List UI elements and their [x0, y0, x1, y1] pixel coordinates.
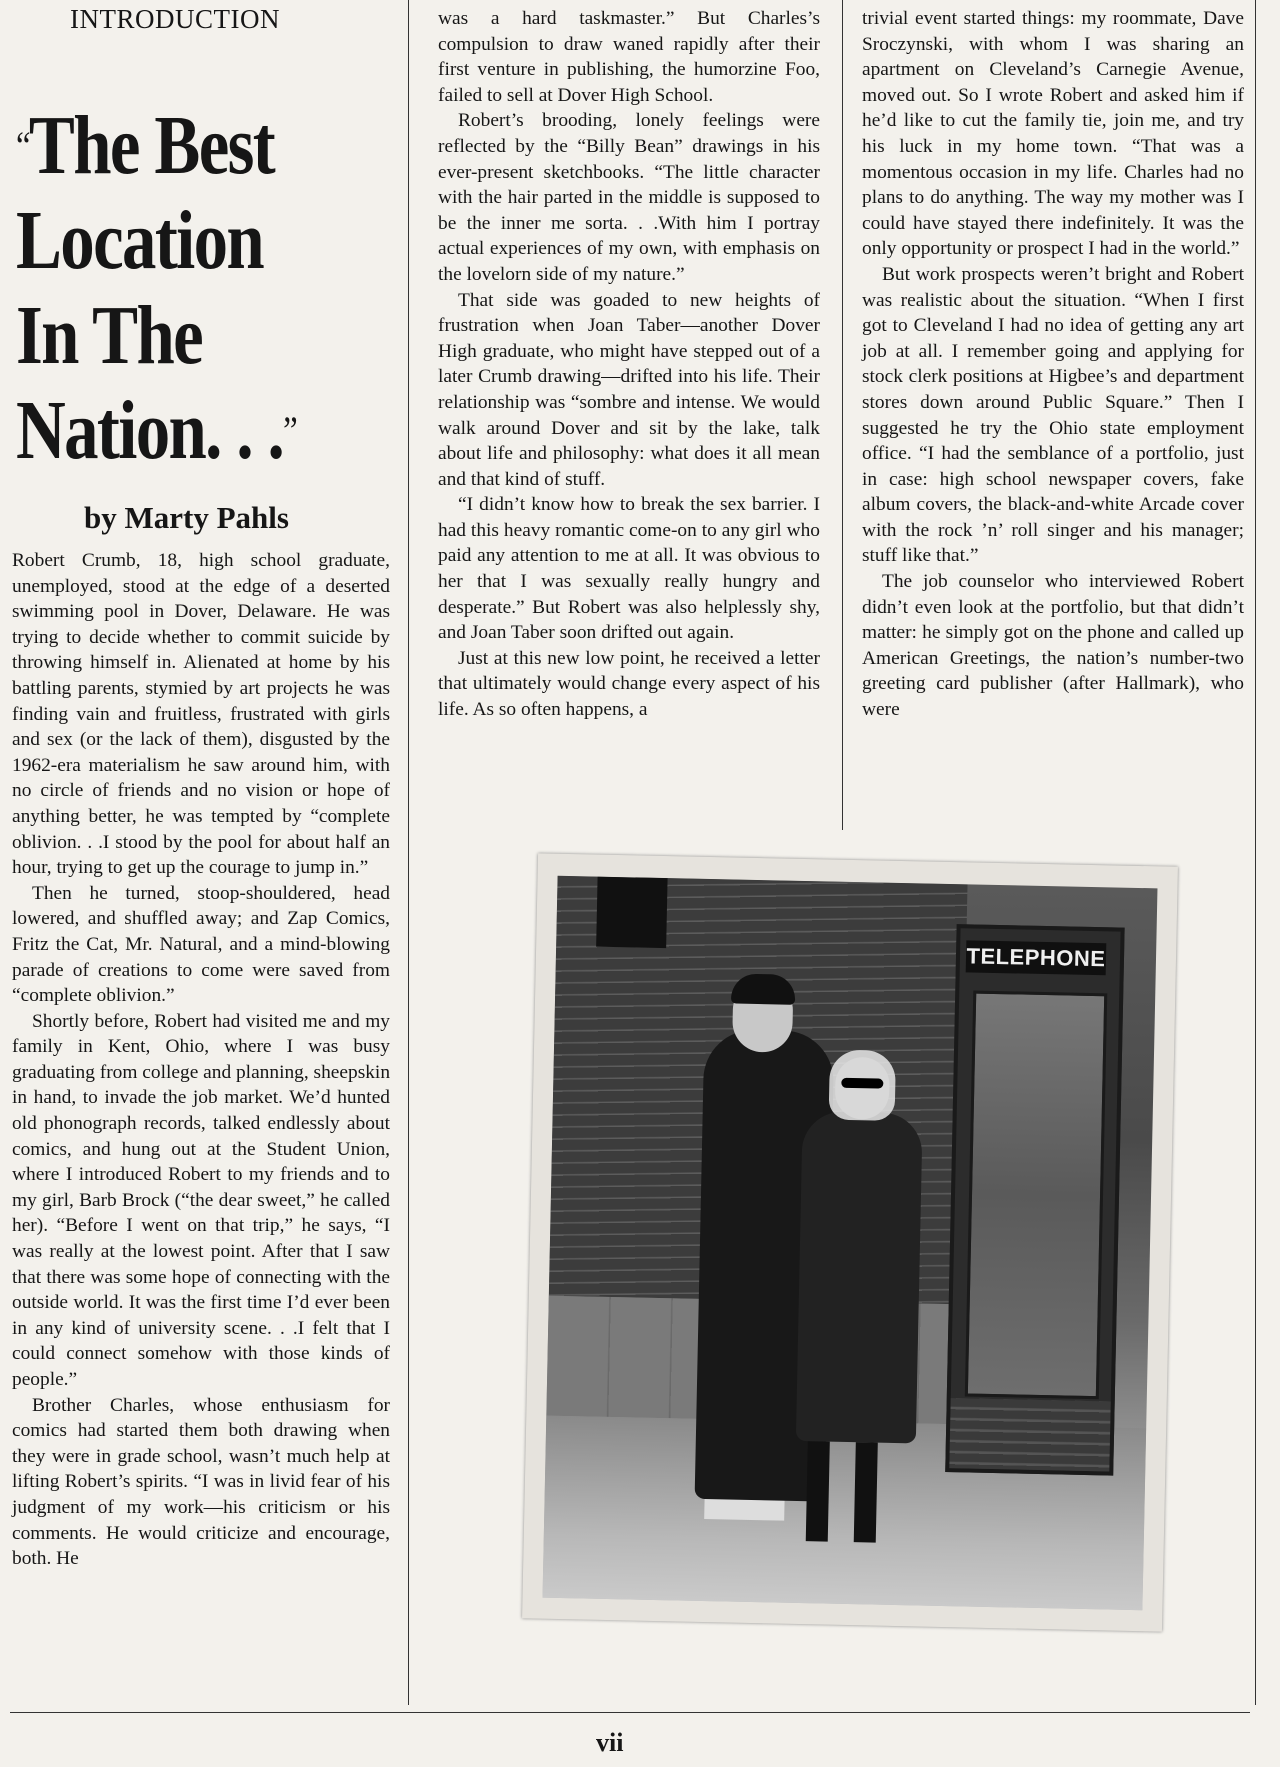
- paragraph: Brother Charles, whose enthusiasm for comics had started them both drawing when they were in grade school, wasn’t much help at lifting Robert’s spirits. “I was in livid fear of his judgment of my work—his criticism or his comments. He would criticize and encourage, both. He: [12, 1394, 390, 1570]
- booth-window: [965, 991, 1107, 1400]
- paragraph: Just at this new low point, he received a letter that ultimately would change every aspect of his life. As so often happens, a: [438, 647, 820, 721]
- page-number: vii: [596, 1728, 624, 1757]
- paragraph: was a hard taskmaster.” But Charles’s compulsion to draw waned rapidly after their first venture in publishing, the humorzine Foo, failed to sell at Dover High School.: [438, 8, 820, 106]
- headline-line: In The: [16, 289, 203, 382]
- paragraph: “I didn’t know how to break the sex barrier. I had this heavy romantic come-on to any girl who paid any attention to me at all. It was obvious to her that I was sexually really hungry and desperate.” But Robert was also helplessly shy, and Joan Taber soon drifted out again.: [438, 494, 820, 644]
- section-heading: INTRODUCTION: [70, 4, 280, 34]
- photo-image: [542, 876, 1157, 1610]
- photograph-print: [522, 853, 1178, 1631]
- paragraph: trivial event started things: my roommate, Dave Sroczynski, with whom I was sharing an apartment on Cleveland’s Carnegie Avenue, moved out. So I wrote Robert and asked him if he’d like to cut the family tie, join me, and try his luck in my home town. “That was a momentous occasion in my life. Charles had no plans to do anything. The way my mother was I could have stayed there indefinitely. It was the only opportunity or prospect I had in the world.”: [862, 8, 1244, 260]
- open-quote: “: [16, 123, 29, 168]
- paragraph: Robert Crumb, 18, high school graduate, unemployed, stood at the edge of a deserted swimming pool in Dover, Delaware. He was trying to decide whether to commit suicide by throwing himself in. Alienated at home by his battling parents, stymied by art projects he was finding vain and fruitless, frustrated with girls and sex (or the lack of them), disgusted by the 1962-era materialism he saw around him, with no circle of friends and no vision or hope of anything better, he was tempted by “complete oblivion. . .I stood by the pool for about half an hour, trying to get up the courage to jump in.”: [12, 550, 390, 879]
- column-divider: [842, 0, 843, 830]
- article-headline: [16, 98, 336, 478]
- paragraph: Shortly before, Robert had visited me and my family in Kent, Ohio, where I was busy graduating from college and planning, sheepskin in hand, to invade the job market. We’d hunted old phonograph records, talked endlessly about comics, and hung out at the Student Union, where I introduced Robert to my friends and to my girl, Barb Brock (“the dear sweet,” he called her). “Before I went on that trip,” he says, “I was really at the lowest point. After that I saw that there was some hope of connecting with the outside world. It was the first time I’d ever been in any kind of university scene. . .I felt that I could connect somehow with those kinds of people.”: [12, 1010, 391, 1390]
- headline-line: Nation. . .: [16, 384, 284, 477]
- close-quote: ”: [283, 408, 297, 453]
- footer-rule: [10, 1712, 1250, 1713]
- dark-window: [596, 877, 667, 948]
- column-divider: [408, 0, 409, 1705]
- woman-leg: [854, 1442, 878, 1542]
- paragraph: But work prospects weren’t bright and Robert was realistic about the situation. “When I first got to Cleveland I had no idea of getting any art job at all. I remember going and applying for stock clerk positions at Higbee’s and department stores down around Public Square.” Then I suggested he try the Ohio state employment office. “I had the semblance of a portfolio, just in case: high school newspaper covers, fake album covers, the black-and-white Arcade cover with the rock ’n’ roll singer and his manager; stuff like that.”: [862, 263, 1244, 567]
- telephone-booth: [945, 924, 1124, 1475]
- headline-line: Location: [16, 194, 264, 287]
- paragraph: The job counselor who interviewed Robert didn’t even look at the portfolio, but that didn’t matter: he simply got on the phone and called up American Greetings, the nation’s number-two greeting card publisher (after Hallmark), who were: [862, 571, 1244, 721]
- headline-line: The Best: [28, 99, 275, 192]
- sunglasses: [841, 1078, 883, 1089]
- paragraph: Robert’s brooding, lonely feelings were reflected by the “Billy Bean” drawings in his ever-present sketchbooks. “The little character with the hair parted in the middle is supposed to be the inner me sorta. . .With him I portray actual experiences of my own, with emphasis on the lovelorn side of my nature.”: [438, 110, 820, 285]
- body-column-middle: [438, 6, 820, 723]
- body-column-right: [862, 6, 1244, 723]
- paragraph: Then he turned, stoop-shouldered, head lowered, and shuffled away; and Zap Comics, Fritz the Cat, Mr. Natural, and a mind-blowing parade of creations to come were saved from “complete oblivion.”: [12, 882, 390, 1007]
- body-column-left: [12, 548, 390, 1572]
- page-edge-rule: [1255, 0, 1256, 1705]
- woman-leg: [806, 1441, 830, 1541]
- byline: by Marty Pahls: [84, 500, 289, 535]
- paragraph: That side was goaded to new heights of frustration when Joan Taber—another Dover High graduate, who might have stepped out of a later Crumb drawing—drifted into his life. Their relationship was “sombre and intense. We would walk around Dover and sit by the lake, talk about life and philosophy: what does it all mean and that kind of stuff.: [438, 289, 820, 490]
- booth-base: [949, 1398, 1110, 1471]
- woman-figure: [796, 1111, 923, 1443]
- booth-sign: TELEPHONE: [966, 940, 1107, 975]
